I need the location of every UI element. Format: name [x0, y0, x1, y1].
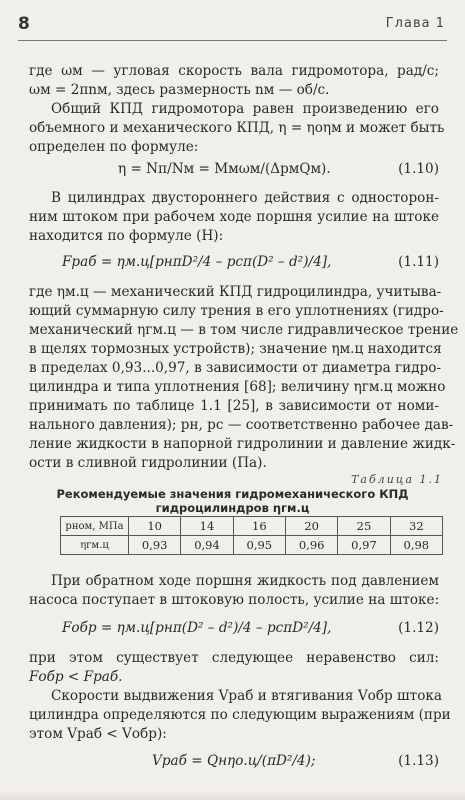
table-cell: 0,94 [181, 536, 233, 555]
text-line: ωм = 2πnм, здесь размерность nм — об/с. [29, 82, 330, 98]
text-line: находится по формуле (Н): [29, 228, 224, 244]
formula-1-10: η = Nп/Nм = Mмωм/(ΔpмQм). [118, 161, 331, 177]
text-line: Общий КПД гидромотора равен произведению его [51, 101, 439, 117]
text-line: в пределах 0,93...0,97, в зависимости от диаметра гидро- [29, 360, 442, 376]
table-cell: 16 [233, 517, 285, 536]
table-cell: 32 [390, 517, 442, 536]
table-cell: 14 [181, 517, 233, 536]
table-cell: 0,97 [338, 536, 390, 555]
text-line: в щелях тормозных устройств); значение ηм.ц находится [29, 341, 442, 357]
text-line: объемного и механического КПД, η = ηоηм и может быть [29, 120, 445, 136]
table-cell: 0,95 [233, 536, 285, 555]
formula-number: (1.10) [398, 161, 439, 177]
formula-1-13: Vраб = Qнηо.ц/(πD²/4); [152, 753, 316, 769]
text-line: ющий суммарную силу трения в его уплотнениях (гидро- [29, 303, 444, 319]
text-line: цилиндра определяются по следующим выражениям (при [29, 707, 451, 723]
text-line: этом Vраб < Vобр): [29, 726, 167, 742]
chapter-header: Глава 1 [385, 16, 445, 31]
text-line: где ωм — угловая скорость вала гидромотора, рад/с; [29, 63, 439, 79]
formula-number: (1.12) [398, 620, 439, 636]
table-row [61, 517, 443, 536]
table-cell: 0,98 [390, 536, 442, 555]
table-cell: 25 [338, 517, 390, 536]
table-label: Таблица 1.1 [351, 473, 443, 486]
text-line: насоса поступает в штоковую полость, усилие на штоке: [29, 592, 440, 608]
text-line: ости в сливной гидролинии (Па). [29, 455, 267, 471]
text-line: При обратном ходе поршня жидкость под давлением [51, 573, 439, 589]
efficiency-table [60, 516, 443, 555]
table-header-cell: ηгм.ц [61, 536, 129, 555]
text-line: принимать по таблице 1.1 [25], в зависимости от номи- [29, 398, 439, 414]
table-row [61, 536, 443, 555]
text-line: Fобр < Fраб. [29, 669, 123, 685]
page-edge-shadow [0, 790, 465, 800]
text-line: ление жидкости в напорной гидролинии и давление жидк- [29, 436, 456, 452]
table-subtitle: гидроцилиндров ηгм.ц [155, 501, 310, 515]
text-line: Скорости выдвижения Vраб и втягивания Vобр штока [51, 688, 442, 704]
text-line: определен по формуле: [29, 139, 199, 155]
formula-1-11: Fраб = ηм.ц[pнπD²/4 – pcπ(D² – d²)/4], [62, 254, 332, 270]
text-line: при этом существует следующее неравенство сил: [29, 650, 439, 666]
table-cell: 0,93 [129, 536, 181, 555]
text-line: В цилиндрах двустороннего действия с односторон- [51, 190, 439, 206]
formula-number: (1.11) [398, 254, 439, 270]
text-line: нального давления); pн, pс — соответственно рабочее дав- [29, 417, 454, 433]
text-line: цилиндра и типа уплотнения [68]; величину ηгм.ц можно [29, 379, 446, 395]
table-cell: 0,96 [285, 536, 337, 555]
formula-1-12: Fобр = ηм.ц[pнπ(D² – d²)/4 – pcπD²/4], [62, 620, 332, 636]
header-rule [18, 40, 447, 41]
text-line: ним штоком при рабочем ходе поршня усилие на штоке [29, 209, 439, 225]
page-number: 8 [18, 14, 30, 34]
text-line: где ηм.ц — механический КПД гидроцилиндра, учитыва- [29, 284, 442, 300]
table-cell: 20 [285, 517, 337, 536]
table-header-cell: pном, МПа [61, 517, 129, 536]
table-cell: 10 [129, 517, 181, 536]
table-title: Рекомендуемые значения гидромеханического КПД [56, 487, 409, 501]
text-line: механический ηгм.ц — в том числе гидравлическое трение [29, 322, 459, 338]
formula-number: (1.13) [398, 753, 439, 769]
